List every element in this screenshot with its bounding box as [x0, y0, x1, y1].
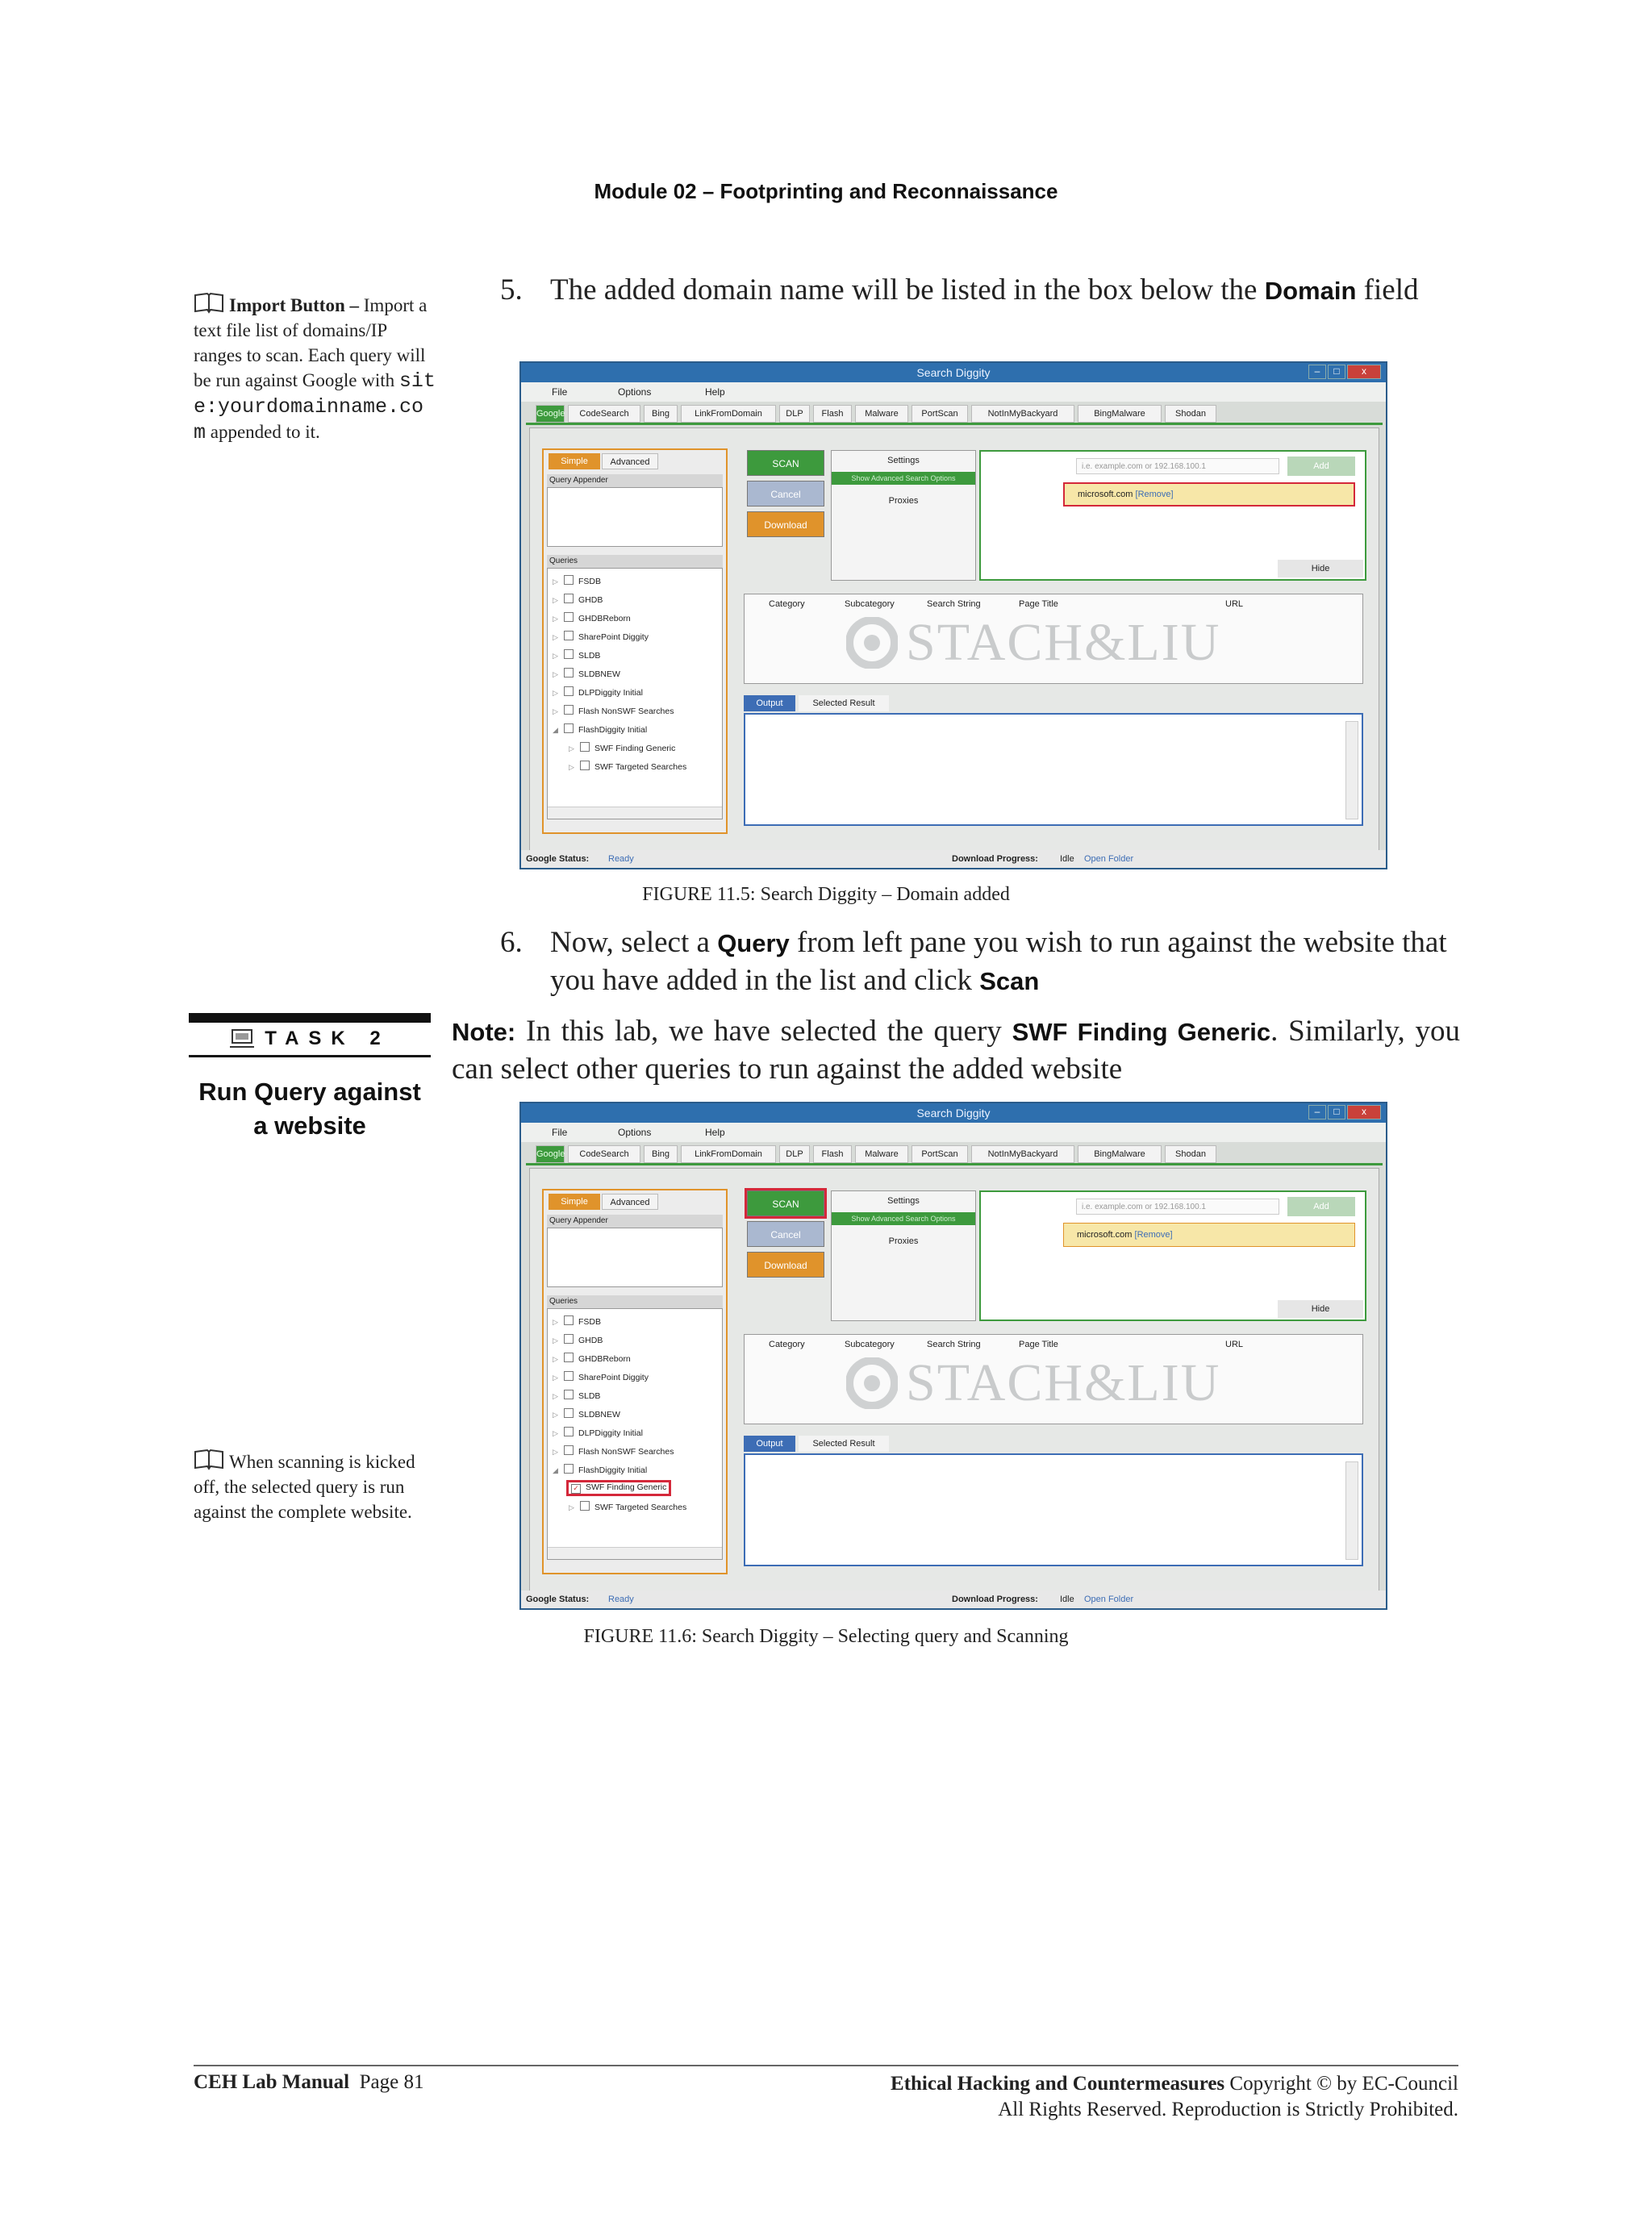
query-label: SLDB: [578, 651, 601, 661]
expand-arrow-icon[interactable]: ▷: [553, 615, 558, 623]
footer-course-title: Ethical Hacking and Countermeasures: [891, 2073, 1225, 2095]
side-note-text: When scanning is kicked off, the selected query is run against the complete website.: [194, 1452, 415, 1522]
expand-arrow-icon[interactable]: ▷: [553, 1318, 558, 1326]
book-icon: [194, 1449, 224, 1471]
tab-notinmybackyard[interactable]: NotInMyBackyard: [971, 1145, 1074, 1163]
query-ghdbreborn[interactable]: [553, 612, 631, 623]
menu-options[interactable]: Options: [618, 1127, 652, 1138]
query-swf-generic-selected[interactable]: [569, 1482, 669, 1494]
menu-help[interactable]: Help: [705, 1127, 725, 1138]
query-appender-box[interactable]: [547, 487, 723, 547]
tab-simple[interactable]: Simple: [549, 1194, 600, 1210]
output-box[interactable]: [744, 1453, 1363, 1566]
hide-button[interactable]: Hide: [1278, 1300, 1363, 1318]
footer-page-number: Page 81: [359, 2071, 424, 2093]
watermark: STACH&LIU: [906, 1353, 1221, 1412]
queries-label: Queries: [547, 555, 723, 568]
window-title: Search Diggity: [916, 1107, 991, 1119]
tab-shodan[interactable]: Shodan: [1165, 405, 1216, 423]
query-label: GHDB: [578, 595, 603, 605]
query-label: Flash NonSWF Searches: [578, 707, 674, 716]
tab-underline: [526, 1163, 1383, 1165]
query-sldb[interactable]: [553, 649, 600, 661]
checkbox[interactable]: [564, 575, 574, 585]
expand-arrow-icon[interactable]: ▷: [553, 1336, 558, 1345]
settings-panel: [831, 450, 976, 581]
expand-arrow-icon[interactable]: ▷: [553, 670, 558, 678]
footer-left: [194, 2071, 423, 2094]
side-note-text: Import a text file list of domains/IP ranges to scan. Each query will be run against Google with: [194, 295, 428, 390]
query-pane: [542, 448, 728, 834]
tab-simple[interactable]: Simple: [549, 453, 600, 469]
query-flashdiggity[interactable]: [553, 1464, 647, 1475]
query-swf-generic[interactable]: [569, 742, 675, 753]
checkbox[interactable]: [564, 1445, 574, 1455]
expand-arrow-icon[interactable]: ▷: [553, 689, 558, 697]
domain-entry[interactable]: [1063, 1223, 1355, 1247]
maximize-icon[interactable]: □: [1328, 1105, 1345, 1119]
checkbox[interactable]: [564, 612, 574, 622]
tab-linkfromdomain[interactable]: LinkFromDomain: [681, 405, 776, 423]
tab-shodan[interactable]: Shodan: [1165, 1145, 1216, 1163]
expand-arrow-icon[interactable]: ▷: [569, 744, 574, 753]
query-label: SWF Targeted Searches: [594, 762, 687, 772]
results-grid: [744, 594, 1363, 684]
tab-selected-result[interactable]: Selected Result: [799, 695, 889, 711]
footer-rights: All Rights Reserved. Reproduction is Strictly Prohibited.: [998, 2099, 1458, 2120]
horizontal-scrollbar[interactable]: [548, 1547, 722, 1559]
query-pane: [542, 1189, 728, 1574]
queries-label: Queries: [547, 1295, 723, 1308]
side-note-scanning: [194, 1449, 436, 1524]
tab-linkfromdomain[interactable]: LinkFromDomain: [681, 1145, 776, 1163]
checkbox-checked[interactable]: ✓: [571, 1484, 581, 1494]
download-progress-value: Idle: [1060, 854, 1074, 864]
expand-arrow-icon[interactable]: ▷: [553, 1374, 558, 1382]
tab-bing[interactable]: Bing: [644, 405, 678, 423]
note-text: In this lab, we have selected the query: [526, 1015, 1002, 1048]
footer-copyright: Copyright © by EC-Council: [1229, 2073, 1458, 2095]
add-button[interactable]: Add: [1287, 457, 1355, 476]
tab-dlp[interactable]: DLP: [779, 1145, 810, 1163]
step-number: 6.: [500, 926, 523, 959]
column-search-string[interactable]: Search String: [927, 1340, 981, 1349]
step-text: Now, select a: [550, 926, 710, 959]
collapse-arrow-icon[interactable]: ◢: [553, 726, 558, 734]
domain-entry[interactable]: [1063, 482, 1355, 507]
output-box[interactable]: [744, 713, 1363, 826]
tab-codesearch[interactable]: CodeSearch: [568, 1145, 640, 1163]
settings-panel: [831, 1190, 976, 1321]
domain-panel: [979, 450, 1366, 581]
results-grid: [744, 1334, 1363, 1424]
tab-advanced[interactable]: Advanced: [602, 1194, 658, 1210]
close-icon[interactable]: x: [1347, 365, 1381, 379]
advanced-options-bar[interactable]: Show Advanced Search Options: [832, 1212, 975, 1225]
checkbox[interactable]: [564, 649, 574, 659]
step-bold: Domain: [1264, 277, 1357, 305]
column-page-title[interactable]: Page Title: [1019, 599, 1058, 609]
checkbox[interactable]: [564, 631, 574, 640]
stach-liu-logo-icon: [846, 617, 898, 669]
engine-tabs: [526, 1145, 1381, 1163]
expand-arrow-icon[interactable]: ▷: [553, 633, 558, 641]
tab-output[interactable]: Output: [744, 695, 795, 711]
side-note-code: site:yourdomainname.com: [194, 369, 436, 444]
checkbox[interactable]: [564, 723, 574, 733]
menu-file[interactable]: File: [552, 1127, 568, 1138]
note-text-2: . Similarly, you can select other queries to run against the added website: [452, 1015, 1461, 1086]
task-title: Run Query against a website: [198, 1078, 421, 1140]
advanced-options-bar[interactable]: Show Advanced Search Options: [832, 472, 975, 485]
tab-portscan[interactable]: PortScan: [912, 405, 968, 423]
query-sharepoint[interactable]: [553, 1371, 649, 1382]
queries-tree: [547, 568, 723, 819]
query-label: SLDBNEW: [578, 1410, 620, 1420]
download-progress-label: Download Progress:: [952, 1595, 1038, 1604]
step-text-after: field: [1363, 273, 1419, 306]
remove-link[interactable]: [Remove]: [1135, 490, 1174, 499]
query-swf-targeted[interactable]: [569, 1501, 686, 1512]
checkbox[interactable]: [564, 1390, 574, 1399]
scan-button[interactable]: SCAN: [747, 1190, 824, 1216]
column-page-title[interactable]: Page Title: [1019, 1340, 1058, 1349]
add-button[interactable]: Add: [1287, 1197, 1355, 1216]
figure-1-caption: FIGURE 11.5: Search Diggity – Domain added: [642, 884, 1010, 905]
column-category[interactable]: Category: [769, 1340, 805, 1349]
query-ghdb[interactable]: [553, 594, 603, 605]
tab-google[interactable]: Google: [536, 405, 565, 423]
tab-flash[interactable]: Flash: [813, 1145, 852, 1163]
cancel-button[interactable]: Cancel: [747, 481, 824, 507]
query-label: GHDBReborn: [578, 614, 631, 623]
column-subcategory[interactable]: Subcategory: [845, 599, 895, 609]
download-progress-value: Idle: [1060, 1595, 1074, 1604]
menu-help[interactable]: Help: [705, 386, 725, 398]
query-label: SharePoint Diggity: [578, 632, 649, 642]
checkbox[interactable]: [564, 705, 574, 715]
download-button[interactable]: Download: [747, 511, 824, 537]
tab-bingmalware[interactable]: BingMalware: [1078, 405, 1162, 423]
query-sldb[interactable]: [553, 1390, 600, 1401]
footer-manual-title: CEH Lab Manual: [194, 2071, 350, 2093]
checkbox[interactable]: [564, 1315, 574, 1325]
title-bar: [521, 1103, 1386, 1123]
query-flashdiggity[interactable]: [553, 723, 647, 735]
query-label: SWF Finding Generic: [594, 744, 676, 753]
step-bold-query: Query: [717, 929, 790, 957]
query-label: SLDBNEW: [578, 669, 620, 679]
menu-options[interactable]: Options: [618, 386, 652, 398]
query-flash-nonswf[interactable]: [553, 705, 674, 716]
step-text-2: from left pane you wish to run against the website that you have added in the list and click: [550, 926, 1447, 997]
tab-underline: [526, 423, 1383, 425]
side-note-title: Import Button –: [229, 295, 360, 315]
expand-arrow-icon[interactable]: ▷: [569, 1503, 574, 1511]
scan-button[interactable]: SCAN: [747, 450, 824, 476]
query-label: SLDB: [578, 1391, 601, 1401]
google-status-value: Ready: [608, 1595, 634, 1604]
expand-arrow-icon[interactable]: ▷: [553, 1429, 558, 1437]
proxies-label[interactable]: Proxies: [888, 496, 919, 506]
vertical-scrollbar[interactable]: [1345, 1461, 1358, 1560]
vertical-scrollbar[interactable]: [1345, 721, 1358, 819]
side-note-import: [194, 292, 436, 445]
figure-2-caption: FIGURE 11.6: Search Diggity – Selecting query and Scanning: [583, 1626, 1069, 1647]
step-text: The added domain name will be listed in the box below the: [550, 273, 1258, 306]
minimize-icon[interactable]: –: [1308, 365, 1326, 379]
query-flash-nonswf[interactable]: [553, 1445, 674, 1457]
collapse-arrow-icon[interactable]: ◢: [553, 1466, 558, 1474]
hide-button[interactable]: Hide: [1278, 560, 1363, 577]
query-label: FlashDiggity Initial: [578, 1465, 648, 1475]
book-icon: [194, 292, 224, 315]
footer-right: [726, 2071, 1458, 2123]
column-url[interactable]: URL: [1225, 1340, 1244, 1349]
download-progress-label: Download Progress:: [952, 854, 1038, 864]
domain-entry-text: microsoft.com: [1078, 490, 1133, 499]
checkbox[interactable]: [564, 1371, 574, 1381]
horizontal-scrollbar[interactable]: [548, 807, 722, 819]
query-sharepoint[interactable]: [553, 631, 649, 642]
query-label: DLPDiggity Initial: [578, 688, 643, 698]
queries-tree: [547, 1308, 723, 1560]
query-fsdb[interactable]: [553, 1315, 601, 1327]
domain-input[interactable]: i.e. example.com or 192.168.100.1: [1076, 458, 1279, 474]
window-title: Search Diggity: [916, 366, 991, 379]
query-label: FSDB: [578, 577, 602, 586]
note-label: Note:: [452, 1018, 516, 1046]
open-folder-link[interactable]: Open Folder: [1084, 1595, 1134, 1604]
checkbox[interactable]: [564, 1427, 574, 1436]
tab-selected-result[interactable]: Selected Result: [799, 1436, 889, 1452]
query-appender-label: Query Appender: [547, 1215, 723, 1228]
expand-arrow-icon[interactable]: ▷: [553, 707, 558, 715]
step-6: [500, 924, 1468, 1000]
column-url[interactable]: URL: [1225, 599, 1244, 609]
query-label: FlashDiggity Initial: [578, 725, 648, 735]
menu-bar: [521, 1123, 1386, 1142]
query-label: SWF Targeted Searches: [594, 1503, 687, 1512]
checkbox[interactable]: [580, 742, 590, 752]
menu-bar: [521, 382, 1386, 402]
tab-dlp[interactable]: DLP: [779, 405, 810, 423]
query-dlpdiggity[interactable]: [553, 686, 643, 698]
step-5: [500, 272, 1436, 310]
domain-input[interactable]: i.e. example.com or 192.168.100.1: [1076, 1199, 1279, 1215]
tab-output[interactable]: Output: [744, 1436, 795, 1452]
expand-arrow-icon[interactable]: ▷: [553, 577, 558, 586]
column-category[interactable]: Category: [769, 599, 805, 609]
column-subcategory[interactable]: Subcategory: [845, 1340, 895, 1349]
query-appender-box[interactable]: [547, 1228, 723, 1287]
download-button[interactable]: Download: [747, 1252, 824, 1278]
settings-label[interactable]: Settings: [887, 456, 920, 465]
query-sldbnew[interactable]: [553, 668, 620, 679]
expand-arrow-icon[interactable]: ▷: [553, 1411, 558, 1419]
maximize-icon[interactable]: □: [1328, 365, 1345, 379]
expand-arrow-icon[interactable]: ▷: [553, 652, 558, 660]
query-fsdb[interactable]: [553, 575, 601, 586]
menu-file[interactable]: File: [552, 386, 568, 398]
expand-arrow-icon[interactable]: ▷: [553, 596, 558, 604]
domain-entry-text: microsoft.com: [1077, 1230, 1133, 1240]
note-bold: SWF Finding Generic: [1012, 1018, 1271, 1046]
domain-panel: [979, 1190, 1366, 1321]
step-bold-scan: Scan: [979, 967, 1040, 995]
tab-malware[interactable]: Malware: [855, 405, 908, 423]
close-icon[interactable]: x: [1347, 1105, 1381, 1119]
expand-arrow-icon[interactable]: ▷: [569, 763, 574, 771]
tab-advanced[interactable]: Advanced: [602, 453, 658, 469]
google-status-value: Ready: [608, 854, 634, 864]
checkbox[interactable]: [564, 668, 574, 677]
title-bar: [521, 363, 1386, 382]
tab-codesearch[interactable]: CodeSearch: [568, 405, 640, 423]
query-label: GHDB: [578, 1336, 603, 1345]
google-status-label: Google Status:: [526, 854, 590, 864]
footer-divider: [194, 2065, 1458, 2066]
search-diggity-window-1: [519, 361, 1387, 869]
open-folder-link[interactable]: Open Folder: [1084, 854, 1134, 864]
engine-tabs: [526, 405, 1381, 423]
settings-label[interactable]: Settings: [887, 1196, 920, 1206]
google-status-label: Google Status:: [526, 1595, 590, 1604]
query-swf-targeted[interactable]: [569, 761, 686, 772]
tab-portscan[interactable]: PortScan: [912, 1145, 968, 1163]
tab-malware[interactable]: Malware: [855, 1145, 908, 1163]
page-header: Module 02 – Footprinting and Reconnaissance: [594, 179, 1058, 203]
side-note-text-2: appended to it.: [210, 422, 320, 442]
query-appender-label: Query Appender: [547, 474, 723, 487]
query-label: DLPDiggity Initial: [578, 1428, 643, 1438]
minimize-icon[interactable]: –: [1308, 1105, 1326, 1119]
query-sldbnew[interactable]: [553, 1408, 620, 1420]
query-label: SWF Finding Generic: [586, 1482, 667, 1492]
checkbox[interactable]: [564, 1334, 574, 1344]
checkbox[interactable]: [564, 1464, 574, 1474]
query-label: SharePoint Diggity: [578, 1373, 649, 1382]
task-label: TASK 2: [265, 1028, 390, 1049]
query-label: Flash NonSWF Searches: [578, 1447, 674, 1457]
checkbox[interactable]: [564, 1353, 574, 1362]
task-2-box: [189, 1013, 431, 1143]
proxies-label[interactable]: Proxies: [888, 1236, 919, 1246]
stach-liu-logo-icon: [846, 1357, 898, 1409]
expand-arrow-icon[interactable]: ▷: [553, 1355, 558, 1363]
tab-notinmybackyard[interactable]: NotInMyBackyard: [971, 405, 1074, 423]
checkbox[interactable]: [580, 761, 590, 770]
search-diggity-window-2: [519, 1102, 1387, 1610]
tab-bingmalware[interactable]: BingMalware: [1078, 1145, 1162, 1163]
cancel-button[interactable]: Cancel: [747, 1221, 824, 1247]
tab-bing[interactable]: Bing: [644, 1145, 678, 1163]
tab-flash[interactable]: Flash: [813, 405, 852, 423]
step-number: 5.: [500, 273, 523, 306]
note-paragraph: [452, 1013, 1460, 1088]
expand-arrow-icon[interactable]: ▷: [553, 1392, 558, 1400]
watermark: STACH&LIU: [906, 613, 1221, 672]
checkbox[interactable]: [580, 1501, 590, 1511]
expand-arrow-icon[interactable]: ▷: [553, 1448, 558, 1456]
query-ghdbreborn[interactable]: [553, 1353, 631, 1364]
query-ghdb[interactable]: [553, 1334, 603, 1345]
query-dlpdiggity[interactable]: [553, 1427, 643, 1438]
status-bar: [521, 1591, 1386, 1608]
column-search-string[interactable]: Search String: [927, 599, 981, 609]
remove-link[interactable]: [Remove]: [1134, 1230, 1173, 1240]
query-label: GHDBReborn: [578, 1354, 631, 1364]
query-label: FSDB: [578, 1317, 602, 1327]
tab-google[interactable]: Google: [536, 1145, 565, 1163]
computer-icon: [229, 1028, 255, 1049]
checkbox[interactable]: [564, 1408, 574, 1418]
status-bar: [521, 850, 1386, 868]
checkbox[interactable]: [564, 594, 574, 603]
checkbox[interactable]: [564, 686, 574, 696]
